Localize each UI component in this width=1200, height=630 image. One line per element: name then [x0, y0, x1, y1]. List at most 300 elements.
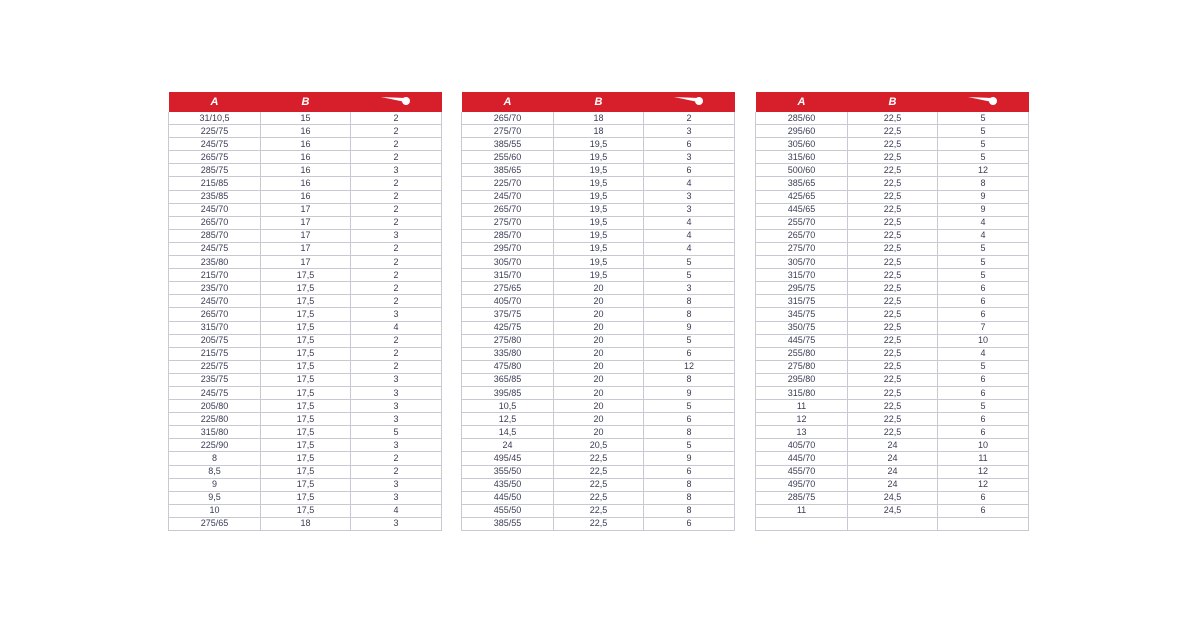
cell-b: 22,5 [848, 203, 938, 216]
cell-a: 445/70 [756, 452, 848, 465]
cell-b: 20 [554, 413, 644, 426]
cell-a: 315/70 [756, 269, 848, 282]
cell-weight: 6 [644, 138, 735, 151]
cell-b: 19,5 [554, 256, 644, 269]
cell-a: 255/60 [462, 151, 554, 164]
cell-a: 265/70 [462, 112, 554, 125]
cell-weight: 5 [351, 426, 442, 439]
table-row [756, 347, 1029, 360]
cell-weight: 4 [644, 216, 735, 229]
cell-weight: 3 [351, 400, 442, 413]
cell-a: 12,5 [462, 413, 554, 426]
table-row [462, 321, 735, 334]
cell-b: 16 [261, 138, 351, 151]
cell-b: 17,5 [261, 400, 351, 413]
cell-a: 350/75 [756, 321, 848, 334]
table-row [462, 216, 735, 229]
cell-a: 395/85 [462, 386, 554, 399]
cell-b: 22,5 [554, 452, 644, 465]
cell-b: 17,5 [261, 413, 351, 426]
cell-b: 17,5 [261, 465, 351, 478]
cell-b: 22,5 [848, 386, 938, 399]
table-row [169, 491, 442, 504]
table-row [756, 112, 1029, 125]
cell-a: 235/80 [169, 256, 261, 269]
table-row [756, 400, 1029, 413]
table-row [462, 400, 735, 413]
cell-a: 445/65 [756, 203, 848, 216]
cell-weight: 2 [351, 112, 442, 125]
cell-weight: 6 [644, 517, 735, 530]
size-table-2 [461, 92, 735, 531]
cell-a: 295/80 [756, 373, 848, 386]
cell-a: 265/75 [169, 151, 261, 164]
cell-b: 22,5 [848, 242, 938, 255]
cell-b: 17,5 [261, 386, 351, 399]
cell-weight: 6 [644, 465, 735, 478]
cell-b: 22,5 [848, 177, 938, 190]
cell-a: 445/75 [756, 334, 848, 347]
cell-weight: 2 [351, 138, 442, 151]
cell-b: 17,5 [261, 321, 351, 334]
cell-weight: 5 [938, 242, 1029, 255]
cell-a: 285/70 [462, 229, 554, 242]
cell-weight: 5 [644, 256, 735, 269]
cell-weight: 3 [351, 413, 442, 426]
table-row [462, 269, 735, 282]
cell-b: 22,5 [848, 295, 938, 308]
table-row [756, 386, 1029, 399]
cell-a: 245/70 [462, 190, 554, 203]
cell-weight: 4 [351, 504, 442, 517]
cell-weight: 5 [644, 439, 735, 452]
cell-weight: 5 [644, 334, 735, 347]
cell-b: 19,5 [554, 151, 644, 164]
table-row [756, 151, 1029, 164]
table-row [169, 190, 442, 203]
cell-b: 22,5 [554, 478, 644, 491]
cell-b: 17 [261, 229, 351, 242]
cell-b: 24,5 [848, 491, 938, 504]
cell-a: 285/75 [756, 491, 848, 504]
cell-b: 22,5 [848, 256, 938, 269]
cell-weight: 3 [644, 190, 735, 203]
cell-b: 22,5 [554, 491, 644, 504]
cell-a: 500/60 [756, 164, 848, 177]
cell-b: 17 [261, 256, 351, 269]
cell-a: 265/70 [462, 203, 554, 216]
table-row [169, 465, 442, 478]
cell-b: 19,5 [554, 177, 644, 190]
cell-b: 22,5 [848, 347, 938, 360]
cell-a: 455/70 [756, 465, 848, 478]
cell-weight: 4 [644, 177, 735, 190]
cell-a: 275/70 [462, 216, 554, 229]
cell-b: 17,5 [261, 373, 351, 386]
cell-weight: 5 [938, 269, 1029, 282]
cell-weight: 2 [351, 452, 442, 465]
cell-b: 24 [848, 439, 938, 452]
cell-weight: 8 [644, 478, 735, 491]
cell-weight: 6 [644, 347, 735, 360]
cell-weight: 2 [351, 465, 442, 478]
table-row [169, 216, 442, 229]
table-row [462, 164, 735, 177]
table-row [756, 517, 1029, 530]
table-row [169, 347, 442, 360]
cell-weight: 5 [938, 256, 1029, 269]
cell-b: 17,5 [261, 452, 351, 465]
cell-weight: 9 [644, 321, 735, 334]
table-row [462, 347, 735, 360]
cell-a: 305/70 [756, 256, 848, 269]
cell-weight: 3 [351, 386, 442, 399]
size-table-3 [755, 92, 1029, 531]
cell-weight: 3 [644, 203, 735, 216]
cell-weight: 3 [351, 439, 442, 452]
cell-weight: 4 [938, 229, 1029, 242]
cell-weight: 10 [938, 334, 1029, 347]
cell-a: 495/70 [756, 478, 848, 491]
tables-container [0, 92, 1200, 532]
table-row [756, 426, 1029, 439]
cell-weight: 5 [938, 360, 1029, 373]
cell-weight: 6 [938, 308, 1029, 321]
cell-a: 275/65 [462, 282, 554, 295]
table-row [756, 203, 1029, 216]
cell-weight: 9 [938, 203, 1029, 216]
table-row [462, 373, 735, 386]
table-row [462, 112, 735, 125]
cell-a: 10,5 [462, 400, 554, 413]
cell-weight: 3 [351, 164, 442, 177]
cell-a [756, 517, 848, 530]
cell-weight: 4 [644, 242, 735, 255]
table-row [169, 229, 442, 242]
table-row [462, 517, 735, 530]
cell-weight: 3 [644, 125, 735, 138]
cell-weight: 5 [938, 125, 1029, 138]
column-weight-header [351, 92, 442, 112]
table-row [462, 256, 735, 269]
table-row [756, 491, 1029, 504]
table-row [756, 321, 1029, 334]
cell-a: 295/60 [756, 125, 848, 138]
cell-a: 385/55 [462, 517, 554, 530]
cell-a: 235/75 [169, 373, 261, 386]
cell-b: 20 [554, 400, 644, 413]
table-row [169, 360, 442, 373]
cell-weight: 8 [644, 426, 735, 439]
cell-a: 31/10,5 [169, 112, 261, 125]
cell-b: 22,5 [554, 517, 644, 530]
cell-a: 9,5 [169, 491, 261, 504]
cell-weight: 5 [938, 151, 1029, 164]
column-weight-header [938, 92, 1029, 112]
cell-weight: 4 [644, 229, 735, 242]
cell-weight: 3 [351, 517, 442, 530]
cell-weight: 8 [644, 504, 735, 517]
table-row [756, 295, 1029, 308]
cell-a: 275/65 [169, 517, 261, 530]
table-row [756, 478, 1029, 491]
column-a-header: A [169, 92, 261, 112]
table-row [462, 360, 735, 373]
cell-b: 22,5 [554, 504, 644, 517]
cell-weight: 2 [351, 360, 442, 373]
cell-b: 16 [261, 125, 351, 138]
table-row [462, 125, 735, 138]
cell-weight: 12 [644, 360, 735, 373]
cell-b: 22,5 [848, 400, 938, 413]
cell-a: 375/75 [462, 308, 554, 321]
cell-b: 22,5 [848, 164, 938, 177]
cell-a: 14,5 [462, 426, 554, 439]
cell-b: 22,5 [848, 413, 938, 426]
table-row [462, 334, 735, 347]
cell-b: 20 [554, 347, 644, 360]
cell-weight: 2 [351, 334, 442, 347]
cell-weight: 2 [351, 216, 442, 229]
table-row [169, 321, 442, 334]
table-row [462, 308, 735, 321]
cell-a: 12 [756, 413, 848, 426]
cell-weight: 6 [644, 164, 735, 177]
table-header [169, 92, 442, 112]
cell-a: 295/70 [462, 242, 554, 255]
table-row [756, 373, 1029, 386]
cell-b: 16 [261, 177, 351, 190]
cell-weight: 9 [644, 452, 735, 465]
table-row [169, 400, 442, 413]
cell-weight: 2 [351, 190, 442, 203]
cell-b: 16 [261, 151, 351, 164]
cell-a: 405/70 [756, 439, 848, 452]
cell-a: 365/85 [462, 373, 554, 386]
cell-a: 11 [756, 400, 848, 413]
table-header [756, 92, 1029, 112]
cell-a: 385/65 [462, 164, 554, 177]
table-row [756, 229, 1029, 242]
cell-weight: 5 [644, 269, 735, 282]
cell-a: 255/80 [756, 347, 848, 360]
cell-weight: 6 [938, 491, 1029, 504]
cell-b: 19,5 [554, 164, 644, 177]
table-row [169, 452, 442, 465]
cell-weight [938, 517, 1029, 530]
cell-weight: 2 [351, 295, 442, 308]
cell-a: 445/50 [462, 491, 554, 504]
cell-b: 22,5 [848, 308, 938, 321]
table-row [169, 517, 442, 530]
cell-b: 22,5 [848, 334, 938, 347]
column-b-header: B [848, 92, 938, 112]
cell-a: 315/60 [756, 151, 848, 164]
cell-a: 11 [756, 504, 848, 517]
cell-a: 435/50 [462, 478, 554, 491]
cell-weight: 2 [644, 112, 735, 125]
table-row [462, 504, 735, 517]
cell-a: 265/70 [169, 308, 261, 321]
cell-a: 405/70 [462, 295, 554, 308]
cell-b: 16 [261, 164, 351, 177]
cell-a: 215/70 [169, 269, 261, 282]
cell-b: 20 [554, 282, 644, 295]
cell-b: 22,5 [848, 151, 938, 164]
table-row [169, 125, 442, 138]
cell-weight: 8 [644, 373, 735, 386]
cell-b: 20 [554, 334, 644, 347]
cell-weight: 6 [938, 426, 1029, 439]
cell-a: 335/80 [462, 347, 554, 360]
table-row [169, 295, 442, 308]
cell-b: 22,5 [848, 190, 938, 203]
cell-a: 385/65 [756, 177, 848, 190]
cell-a: 315/70 [169, 321, 261, 334]
table-row [756, 190, 1029, 203]
cell-b: 18 [554, 125, 644, 138]
cell-b: 17,5 [261, 269, 351, 282]
cell-a: 245/75 [169, 138, 261, 151]
cell-weight: 6 [938, 373, 1029, 386]
table-row [756, 177, 1029, 190]
table-row [462, 229, 735, 242]
table-row [169, 334, 442, 347]
weight-icon [672, 95, 706, 110]
cell-b: 22,5 [848, 321, 938, 334]
cell-b: 24 [848, 465, 938, 478]
cell-a: 285/60 [756, 112, 848, 125]
cell-b: 22,5 [848, 216, 938, 229]
table-header [462, 92, 735, 112]
cell-b: 19,5 [554, 190, 644, 203]
table-row [756, 308, 1029, 321]
cell-weight: 3 [351, 478, 442, 491]
cell-weight: 3 [351, 308, 442, 321]
cell-a: 13 [756, 426, 848, 439]
cell-b: 17 [261, 203, 351, 216]
cell-weight: 5 [938, 112, 1029, 125]
cell-b: 17,5 [261, 295, 351, 308]
column-b-header: B [554, 92, 644, 112]
cell-b: 22,5 [848, 112, 938, 125]
cell-a: 205/75 [169, 334, 261, 347]
cell-a: 10 [169, 504, 261, 517]
table-row [169, 164, 442, 177]
cell-weight: 8 [644, 491, 735, 504]
cell-b: 17,5 [261, 347, 351, 360]
cell-weight: 2 [351, 125, 442, 138]
table-row [169, 269, 442, 282]
cell-a: 315/70 [462, 269, 554, 282]
table-row [169, 373, 442, 386]
cell-b: 22,5 [848, 360, 938, 373]
cell-a: 24 [462, 439, 554, 452]
table-row [169, 426, 442, 439]
cell-b: 17,5 [261, 439, 351, 452]
cell-b: 19,5 [554, 242, 644, 255]
cell-a: 495/45 [462, 452, 554, 465]
cell-a: 275/70 [462, 125, 554, 138]
cell-a: 245/70 [169, 203, 261, 216]
table-row [169, 112, 442, 125]
table-body [169, 112, 442, 531]
table-row [462, 439, 735, 452]
cell-b: 20 [554, 386, 644, 399]
cell-a: 225/80 [169, 413, 261, 426]
cell-a: 225/75 [169, 125, 261, 138]
table-row [462, 426, 735, 439]
cell-b: 22,5 [848, 282, 938, 295]
cell-b: 19,5 [554, 229, 644, 242]
cell-weight: 2 [351, 269, 442, 282]
table-row [756, 242, 1029, 255]
cell-b: 19,5 [554, 203, 644, 216]
cell-weight: 7 [938, 321, 1029, 334]
cell-b: 22,5 [848, 426, 938, 439]
cell-b: 20 [554, 321, 644, 334]
cell-b: 17,5 [261, 282, 351, 295]
cell-a: 215/75 [169, 347, 261, 360]
cell-a: 425/65 [756, 190, 848, 203]
cell-weight: 3 [351, 491, 442, 504]
cell-b: 17,5 [261, 308, 351, 321]
table-row [756, 465, 1029, 478]
table-row [169, 386, 442, 399]
cell-weight: 10 [938, 439, 1029, 452]
table-row [756, 360, 1029, 373]
table-row [169, 203, 442, 216]
cell-b: 19,5 [554, 138, 644, 151]
cell-b: 20 [554, 360, 644, 373]
table-row [169, 439, 442, 452]
cell-b: 22,5 [848, 229, 938, 242]
cell-a: 8,5 [169, 465, 261, 478]
table-row [756, 282, 1029, 295]
cell-weight: 3 [644, 151, 735, 164]
cell-weight: 12 [938, 478, 1029, 491]
cell-b: 22,5 [848, 138, 938, 151]
table-row [169, 151, 442, 164]
cell-b: 18 [554, 112, 644, 125]
cell-a: 275/80 [756, 360, 848, 373]
cell-b: 17 [261, 216, 351, 229]
table-row [756, 334, 1029, 347]
table-row [462, 413, 735, 426]
cell-weight: 2 [351, 203, 442, 216]
table-row [462, 452, 735, 465]
cell-b: 17,5 [261, 491, 351, 504]
table-row [462, 478, 735, 491]
cell-weight: 6 [938, 282, 1029, 295]
table-row [756, 452, 1029, 465]
cell-a: 205/80 [169, 400, 261, 413]
cell-weight: 12 [938, 465, 1029, 478]
table-row [756, 125, 1029, 138]
cell-b: 22,5 [554, 465, 644, 478]
cell-b: 24 [848, 452, 938, 465]
weight-icon [379, 95, 413, 110]
cell-b: 20,5 [554, 439, 644, 452]
weight-icon [966, 95, 1000, 110]
table-body [756, 112, 1029, 531]
cell-a: 225/75 [169, 360, 261, 373]
table-row [756, 138, 1029, 151]
table-row [169, 478, 442, 491]
cell-b: 17,5 [261, 334, 351, 347]
cell-b: 18 [261, 517, 351, 530]
cell-weight: 2 [351, 282, 442, 295]
